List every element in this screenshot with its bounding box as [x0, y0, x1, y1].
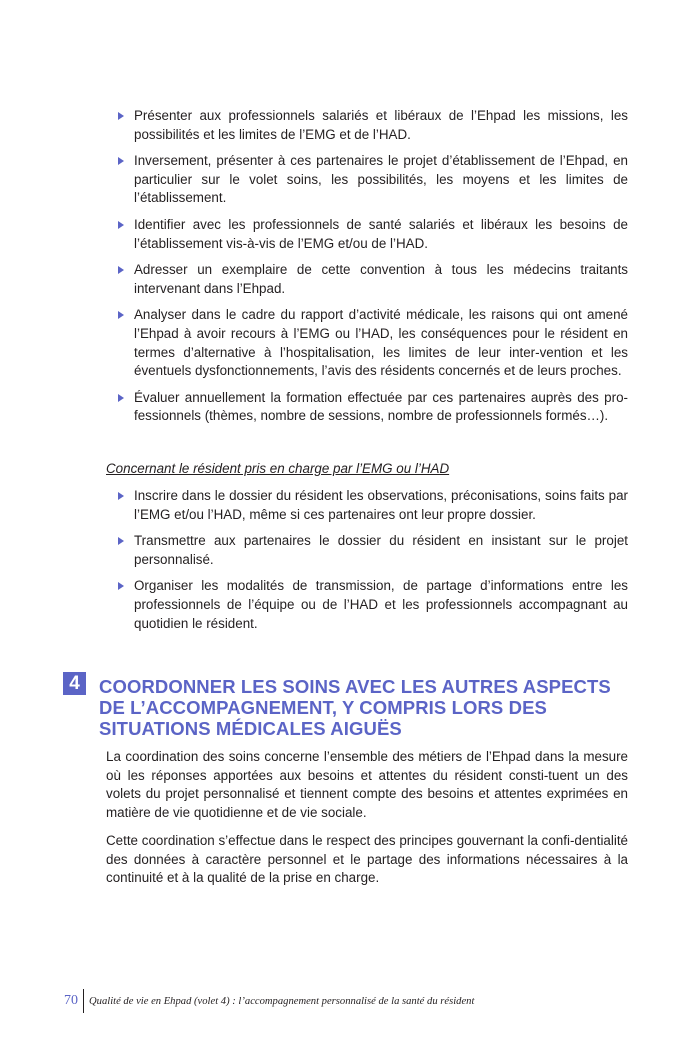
list-item: Transmettre aux partenaires le dossier du résident en insistant sur le projet personnalisé. — [116, 532, 628, 569]
body-paragraph: Cette coordination s’effectue dans le respect des principes gouvernant la confi-dentialité des données à caractère personnel et le partage des informations nécessaires à la continuité et à la qualité de la prise en charge. — [106, 833, 628, 886]
list-item: Organiser les modalités de transmission, de partage d’informations entre les professionnels de l’équipe ou de l’HAD et les professionnels accompagnant au quotidien le résident. — [116, 577, 628, 633]
list-item: Inversement, présenter à ces partenaires le projet d’établissement de l’Ehpad, en particulier sur le volet soins, les possibilités, les moyens et les limites de l’établissement. — [116, 152, 628, 208]
section-title: COORDONNER LES SOINS AVEC LES AUTRES ASPECTS DE L’ACCOMPAGNEMENT, Y COMPRIS LORS DES SITUATIONS MÉDICALES AIGUËS — [99, 676, 611, 739]
subheading-resident: Concernant le résident pris en charge par l’EMG ou l’HAD — [106, 461, 450, 476]
bullet-list-partner-actions — [116, 107, 628, 434]
bullet-list-resident-actions — [116, 487, 628, 641]
footer-running-title: Qualité de vie en Ehpad (volet 4) : l’accompagnement personnalisé de la santé du résident — [89, 995, 475, 1007]
page-number: 70 — [64, 993, 78, 1008]
list-item: Adresser un exemplaire de cette convention à tous les médecins traitants intervenant dans l’Ehpad. — [116, 261, 628, 298]
list-item: Analyser dans le cadre du rapport d’activité médicale, les raisons qui ont amené l’Ehpad à avoir recours à l’EMG ou l’HAD, les conséquences pour le résident en termes d’alternative à l’hospitalisation, les limites de leur inter-vention et les éventuels dysfonctionnements, l’avis des résidents concernés et de leurs proches. — [116, 306, 628, 380]
list-item: Évaluer annuellement la formation effectuée par ces partenaires auprès des pro-fessionnels (thèmes, nombre de sessions, nombre de professionnels formés…). — [116, 389, 628, 426]
section-number-badge: 4 — [63, 672, 86, 695]
body-paragraph: La coordination des soins concerne l’ensemble des métiers de l’Ehpad dans la mesure où les réponses apportées aux besoins et attentes du résident consti-tuent un des volets du projet personnalisé et tiennent compte des besoins et attentes exprimées en matière de vie quotidienne et de vie sociale. — [106, 749, 628, 820]
list-item: Présenter aux professionnels salariés et libéraux de l’Ehpad les missions, les possibilités et les limites de l’EMG et de l’HAD. — [116, 107, 628, 144]
page-footer — [64, 989, 474, 1013]
list-item: Inscrire dans le dossier du résident les observations, préconisations, soins faits par l’EMG et/ou l’HAD, même si ces partenaires ont leur propre dossier. — [116, 487, 628, 524]
list-item: Identifier avec les professionnels de santé salariés et libéraux les besoins de l’établissement vis-à-vis de l’EMG et/ou de l’HAD. — [116, 216, 628, 253]
footer-divider — [83, 989, 84, 1013]
